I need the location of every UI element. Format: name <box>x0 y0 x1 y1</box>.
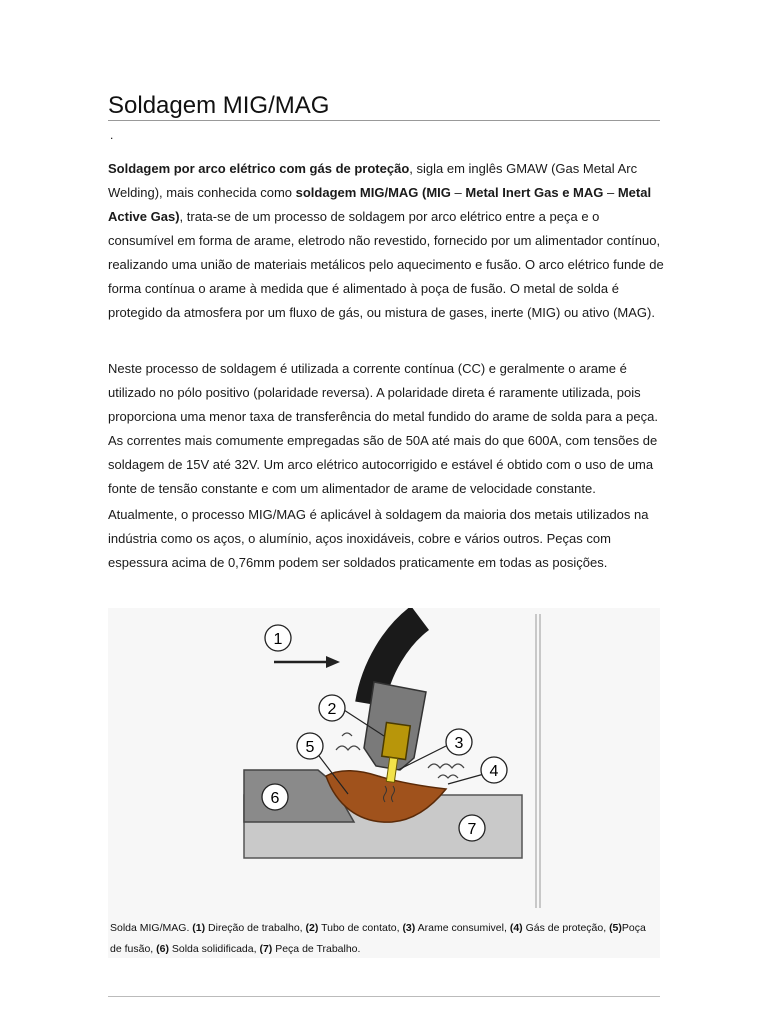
label-4-marker <box>481 757 507 783</box>
label-1-marker <box>265 625 291 651</box>
welding-diagram-svg <box>108 608 660 958</box>
caption-text: Solda MIG/MAG. <box>110 922 193 934</box>
label-7-marker <box>459 815 485 841</box>
dash: – <box>603 185 618 200</box>
caption-text: Poça de fusão, <box>110 922 646 955</box>
page-title: Soldagem MIG/MAG <box>108 92 330 119</box>
dash: – <box>450 185 466 200</box>
contact-tube-shape <box>382 722 410 759</box>
bold-term-gmaw: Soldagem por arco elétrico com gás de proteção <box>108 161 410 176</box>
caption-number: (6) <box>156 943 169 955</box>
paragraph-current: Neste processo de soldagem é utilizada a corrente contínua (CC) e geralmente o arame é utilizado no pólo positivo (polaridade reversa). A polaridade direta é raramente utilizada, pois proporciona uma menor taxa de transferência do metal fundido do arame de solda para a peça. As correntes mais comumente empregadas são de 50A até mais do que 600A, com tensões de soldagem de 15V até 32V. Um arco elétrico autocorrigido e estável é obtido com o uso de uma fonte de tensão constante e com um alimentador de arame de velocidade constante. <box>108 361 658 496</box>
welding-diagram <box>108 608 660 958</box>
caption-number: (7) <box>259 943 273 955</box>
bold-term-migmag: soldagem MIG/MAG (MIG <box>295 185 451 200</box>
caption-number: (2) <box>305 922 319 934</box>
caption-number: (4) <box>509 922 523 934</box>
caption-text: Peça de Trabalho. <box>272 943 361 955</box>
label-5: 5 <box>305 739 315 756</box>
label-2: 2 <box>327 701 337 718</box>
bold-term-mig: Metal Inert Gas e MAG <box>465 185 604 200</box>
caption-text: Tubo de contato, <box>318 922 403 934</box>
caption-text: Gás de proteção, <box>522 922 610 934</box>
bottom-divider <box>108 996 660 997</box>
text-span: , sigla em inglês GMAW (Gas Metal Arc Welding), mais conhecida como <box>108 161 638 200</box>
label-1: 1 <box>273 631 283 648</box>
caption-text: Arame consumivel, <box>415 922 510 934</box>
label-6: 6 <box>270 790 280 807</box>
label-4: 4 <box>489 763 499 780</box>
label-2-marker <box>319 695 345 721</box>
caption-number: (3) <box>402 922 416 934</box>
label-3-marker <box>446 729 472 755</box>
label-3: 3 <box>454 735 464 752</box>
caption-text: Direção de trabalho, <box>205 922 306 934</box>
paragraph-intro <box>108 157 668 325</box>
title-divider <box>108 120 660 121</box>
figure-caption <box>110 918 658 960</box>
bold-term-mag: Metal Active Gas) <box>108 185 652 224</box>
caption-number: (5) <box>609 922 622 934</box>
label-7: 7 <box>467 821 477 838</box>
label-6-marker <box>262 784 288 810</box>
paragraph-applications: Atualmente, o processo MIG/MAG é aplicável à soldagem da maioria dos metais utilizados na indústria como os aços, o alumínio, aços inoxidáveis, cobre e vários outros. Peças com espessura acima de 0,76mm podem ser soldados praticamente em todas as posições. <box>108 507 649 570</box>
dot-mark: . <box>110 128 114 142</box>
direction-arrowhead-icon <box>326 656 340 668</box>
label-5-marker <box>297 733 323 759</box>
caption-text: Solda solidificada, <box>168 943 260 955</box>
caption-number: (1) <box>192 922 206 934</box>
text-span: , trata-se de um processo de soldagem por arco elétrico entre a peça e o consumível em forma de arame, eletrodo não revestido, fornecido por um alimentador contínuo, realizando uma união de materiais metálicos pelo aquecimento e fusão. O arco elétrico funde de forma contínua o arame à medida que é alimentado à poça de fusão. O metal de solda é protegido da atmosfera por um fluxo de gás, ou mistura de gases, inerte (MIG) ou ativo (MAG). <box>108 209 664 320</box>
